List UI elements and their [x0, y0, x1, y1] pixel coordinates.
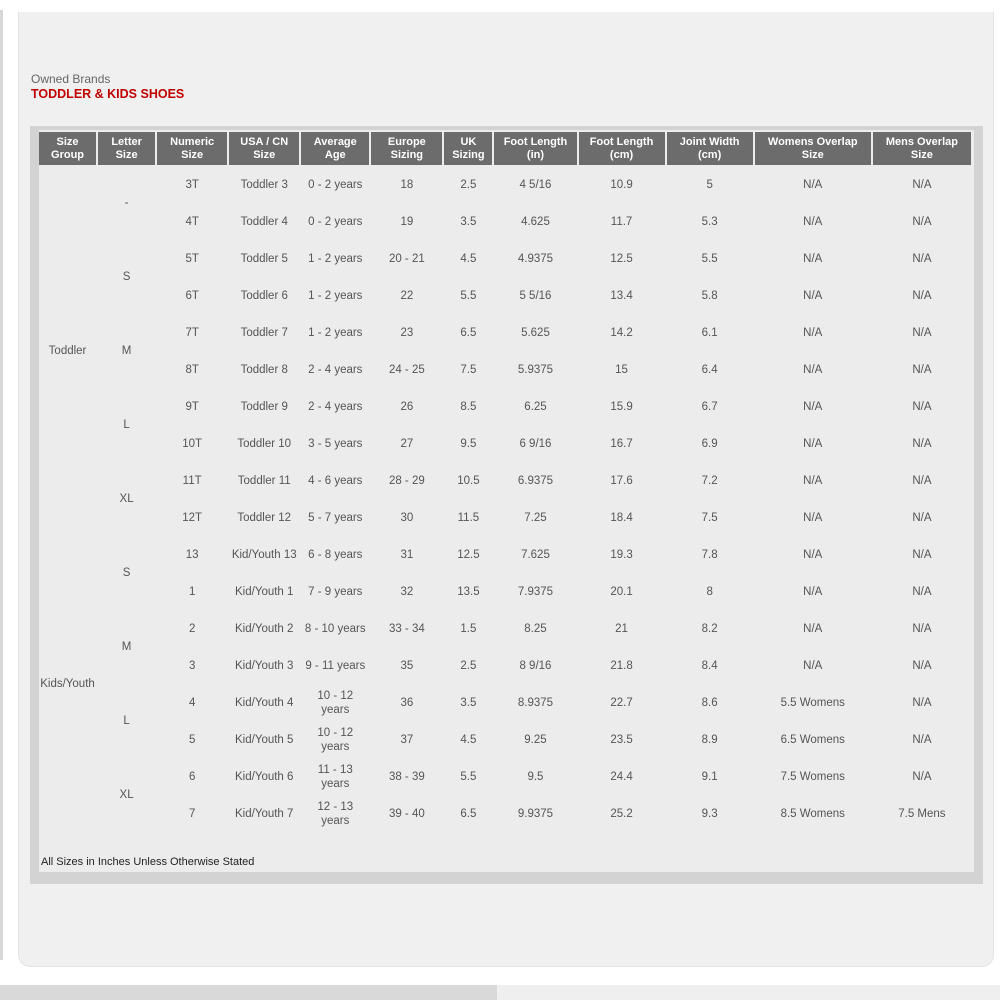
table-cell: 9T [157, 389, 227, 424]
table-cell: 7.8 [667, 537, 753, 572]
size-chart-container [39, 130, 974, 872]
table-row [39, 537, 971, 572]
table-cell: N/A [873, 241, 971, 276]
table-cell: 3 [157, 648, 227, 683]
table-cell: 13.4 [579, 278, 665, 313]
size-group-cell: Toddler [39, 167, 96, 535]
table-cell: 6.5 Womens [755, 722, 871, 757]
table-cell: Toddler 7 [229, 315, 299, 350]
table-row [39, 463, 971, 498]
table-cell: 15 [579, 352, 665, 387]
column-header: Foot Length (in) [494, 132, 576, 165]
table-cell: 7.5 Womens [755, 759, 871, 794]
table-cell: 6.9375 [494, 463, 576, 498]
table-cell: N/A [755, 500, 871, 535]
table-cell: 6.9 [667, 426, 753, 461]
table-cell: N/A [873, 574, 971, 609]
table-cell: 35 [371, 648, 442, 683]
table-cell: N/A [873, 426, 971, 461]
table-cell: 28 - 29 [371, 463, 442, 498]
table-cell: 32 [371, 574, 442, 609]
column-header: Womens Overlap Size [755, 132, 871, 165]
table-row [39, 241, 971, 276]
table-cell: 3 - 5 years [301, 426, 369, 461]
table-cell: 13 [157, 537, 227, 572]
table-cell: 5 5/16 [494, 278, 576, 313]
table-cell: N/A [873, 204, 971, 239]
table-cell: N/A [873, 167, 971, 202]
letter-size-cell: XL [98, 463, 155, 535]
table-cell: N/A [755, 426, 871, 461]
table-cell: 2.5 [444, 648, 492, 683]
table-cell: Kid/Youth 3 [229, 648, 299, 683]
letter-size-cell: - [98, 167, 155, 239]
table-cell: 25.2 [579, 796, 665, 831]
table-cell: 17.6 [579, 463, 665, 498]
table-cell: 4 - 6 years [301, 463, 369, 498]
table-cell: 1.5 [444, 611, 492, 646]
table-cell: 18.4 [579, 500, 665, 535]
letter-size-cell: S [98, 537, 155, 609]
column-header: Europe Sizing [371, 132, 442, 165]
table-cell: 10 - 12 years [301, 685, 369, 720]
table-cell: 8.6 [667, 685, 753, 720]
table-row [39, 685, 971, 720]
table-cell: Kid/Youth 2 [229, 611, 299, 646]
table-cell: N/A [755, 352, 871, 387]
table-cell: 22 [371, 278, 442, 313]
table-cell: Toddler 5 [229, 241, 299, 276]
table-cell: 8.4 [667, 648, 753, 683]
column-header: Foot Length (cm) [579, 132, 665, 165]
table-cell: Kid/Youth 7 [229, 796, 299, 831]
table-cell: Toddler 12 [229, 500, 299, 535]
table-cell: 6.5 [444, 315, 492, 350]
letter-size-cell: M [98, 611, 155, 683]
left-divider [0, 10, 3, 960]
column-header: USA / CN Size [229, 132, 299, 165]
table-cell: 7 [157, 796, 227, 831]
letter-size-cell: L [98, 685, 155, 757]
table-cell: 1 [157, 574, 227, 609]
bottom-bar-right [497, 985, 1000, 1000]
table-cell: 13.5 [444, 574, 492, 609]
table-cell: 3.5 [444, 204, 492, 239]
table-cell: 39 - 40 [371, 796, 442, 831]
letter-size-cell: L [98, 389, 155, 461]
table-cell: 11.7 [579, 204, 665, 239]
table-cell: 24.4 [579, 759, 665, 794]
table-cell: 8.2 [667, 611, 753, 646]
table-cell: 22.7 [579, 685, 665, 720]
table-cell: 8.9375 [494, 685, 576, 720]
table-cell: 36 [371, 685, 442, 720]
table-cell: 6.7 [667, 389, 753, 424]
table-cell: 10.9 [579, 167, 665, 202]
table-cell: 9.5 [444, 426, 492, 461]
table-cell: 6.25 [494, 389, 576, 424]
table-cell: 5.3 [667, 204, 753, 239]
size-chart-frame [30, 126, 983, 884]
table-cell: N/A [873, 463, 971, 498]
brand-label: Owned Brands [31, 72, 111, 86]
table-cell: 10 - 12 years [301, 722, 369, 757]
table-cell: N/A [873, 759, 971, 794]
table-cell: 8.5 Womens [755, 796, 871, 831]
table-cell: 6.5 [444, 796, 492, 831]
table-cell: 9.25 [494, 722, 576, 757]
table-cell: 12.5 [444, 537, 492, 572]
table-cell: 4.9375 [494, 241, 576, 276]
table-cell: 9.5 [494, 759, 576, 794]
table-cell: N/A [873, 722, 971, 757]
letter-size-cell: XL [98, 759, 155, 831]
table-cell: Kid/Youth 4 [229, 685, 299, 720]
table-cell: 4T [157, 204, 227, 239]
table-cell: 8T [157, 352, 227, 387]
table-row [39, 389, 971, 424]
table-cell: 6T [157, 278, 227, 313]
table-cell: N/A [873, 278, 971, 313]
table-cell: 6 - 8 years [301, 537, 369, 572]
table-cell: N/A [873, 352, 971, 387]
table-cell: 19 [371, 204, 442, 239]
table-row [39, 352, 971, 387]
table-cell: 3.5 [444, 685, 492, 720]
table-cell: Kid/Youth 13 [229, 537, 299, 572]
table-cell: N/A [755, 537, 871, 572]
column-header: Average Age [301, 132, 369, 165]
table-cell: 8 9/16 [494, 648, 576, 683]
table-cell: Kid/Youth 1 [229, 574, 299, 609]
table-cell: 12.5 [579, 241, 665, 276]
table-cell: 9.1 [667, 759, 753, 794]
table-cell: 5 - 7 years [301, 500, 369, 535]
table-cell: N/A [755, 574, 871, 609]
column-header: Letter Size [98, 132, 155, 165]
table-cell: 4.625 [494, 204, 576, 239]
table-cell: N/A [755, 241, 871, 276]
table-cell: 5.8 [667, 278, 753, 313]
table-cell: 7 - 9 years [301, 574, 369, 609]
table-cell: N/A [755, 167, 871, 202]
table-cell: 20.1 [579, 574, 665, 609]
table-cell: 10.5 [444, 463, 492, 498]
table-row [39, 796, 971, 831]
page-title: TODDLER & KIDS SHOES [31, 87, 185, 101]
content-panel [18, 12, 994, 967]
table-cell: 2 - 4 years [301, 352, 369, 387]
table-cell: 18 [371, 167, 442, 202]
table-cell: 20 - 21 [371, 241, 442, 276]
table-row [39, 574, 971, 609]
letter-size-cell: S [98, 241, 155, 313]
table-cell: 30 [371, 500, 442, 535]
table-cell: N/A [873, 648, 971, 683]
table-cell: 11T [157, 463, 227, 498]
table-cell: 26 [371, 389, 442, 424]
table-cell: Kid/Youth 5 [229, 722, 299, 757]
table-cell: 5T [157, 241, 227, 276]
table-cell: 31 [371, 537, 442, 572]
table-cell: Toddler 9 [229, 389, 299, 424]
table-cell: N/A [873, 537, 971, 572]
letter-size-cell: M [98, 315, 155, 387]
table-cell: 6.4 [667, 352, 753, 387]
table-cell: N/A [873, 685, 971, 720]
table-cell: 11 - 13 years [301, 759, 369, 794]
table-cell: 4 [157, 685, 227, 720]
column-header: Mens Overlap Size [873, 132, 971, 165]
table-cell: 8.9 [667, 722, 753, 757]
table-cell: 11.5 [444, 500, 492, 535]
table-cell: N/A [755, 315, 871, 350]
table-row [39, 722, 971, 757]
table-cell: 19.3 [579, 537, 665, 572]
size-group-cell: Kids/Youth [39, 537, 96, 831]
table-cell: 4.5 [444, 722, 492, 757]
table-cell: 14.2 [579, 315, 665, 350]
table-row [39, 278, 971, 313]
table-cell: 0 - 2 years [301, 167, 369, 202]
table-cell: N/A [873, 500, 971, 535]
table-cell: 37 [371, 722, 442, 757]
table-cell: 38 - 39 [371, 759, 442, 794]
column-header: Numeric Size [157, 132, 227, 165]
table-cell: 24 - 25 [371, 352, 442, 387]
table-cell: 8 - 10 years [301, 611, 369, 646]
table-cell: 7T [157, 315, 227, 350]
table-cell: 10T [157, 426, 227, 461]
table-cell: 5 [667, 167, 753, 202]
table-cell: 12T [157, 500, 227, 535]
table-cell: 9 - 11 years [301, 648, 369, 683]
table-row [39, 204, 971, 239]
table-row [39, 426, 971, 461]
table-cell: 6.1 [667, 315, 753, 350]
table-cell: Toddler 3 [229, 167, 299, 202]
table-cell: 21 [579, 611, 665, 646]
table-cell: N/A [873, 611, 971, 646]
table-cell: 5.5 [444, 759, 492, 794]
table-cell: 5.5 Womens [755, 685, 871, 720]
table-cell: 5.5 [667, 241, 753, 276]
table-cell: 8 [667, 574, 753, 609]
table-cell: 1 - 2 years [301, 241, 369, 276]
table-cell: 5.5 [444, 278, 492, 313]
table-cell: 4.5 [444, 241, 492, 276]
bottom-bar-left [0, 985, 497, 1000]
table-cell: Toddler 4 [229, 204, 299, 239]
table-cell: 7.2 [667, 463, 753, 498]
table-row [39, 167, 971, 202]
table-cell: 15.9 [579, 389, 665, 424]
table-cell: 8.5 [444, 389, 492, 424]
table-cell: 7.9375 [494, 574, 576, 609]
table-header-row [39, 132, 971, 165]
table-row [39, 759, 971, 794]
table-cell: 23.5 [579, 722, 665, 757]
table-cell: N/A [873, 389, 971, 424]
table-cell: N/A [755, 389, 871, 424]
table-cell: N/A [755, 278, 871, 313]
size-chart-table [37, 130, 973, 833]
footnote: All Sizes in Inches Unless Otherwise Stated [41, 856, 255, 868]
table-cell: 5.625 [494, 315, 576, 350]
table-row [39, 648, 971, 683]
table-cell: 3T [157, 167, 227, 202]
table-cell: 16.7 [579, 426, 665, 461]
table-cell: 7.5 [444, 352, 492, 387]
table-cell: Toddler 10 [229, 426, 299, 461]
table-cell: Kid/Youth 6 [229, 759, 299, 794]
table-cell: 2 - 4 years [301, 389, 369, 424]
table-cell: 1 - 2 years [301, 278, 369, 313]
table-cell: N/A [873, 315, 971, 350]
table-row [39, 315, 971, 350]
table-cell: 6 [157, 759, 227, 794]
table-cell: 1 - 2 years [301, 315, 369, 350]
table-cell: 9.9375 [494, 796, 576, 831]
table-cell: 21.8 [579, 648, 665, 683]
table-cell: Toddler 11 [229, 463, 299, 498]
table-cell: 7.5 [667, 500, 753, 535]
table-cell: 6 9/16 [494, 426, 576, 461]
table-cell: 2 [157, 611, 227, 646]
table-cell: 7.5 Mens [873, 796, 971, 831]
table-cell: N/A [755, 463, 871, 498]
table-cell: N/A [755, 648, 871, 683]
table-cell: 5.9375 [494, 352, 576, 387]
table-cell: N/A [755, 204, 871, 239]
table-cell: 2.5 [444, 167, 492, 202]
table-cell: 7.25 [494, 500, 576, 535]
column-header: Size Group [39, 132, 96, 165]
table-cell: 7.625 [494, 537, 576, 572]
table-cell: 27 [371, 426, 442, 461]
table-cell: 33 - 34 [371, 611, 442, 646]
table-cell: 5 [157, 722, 227, 757]
table-cell: Toddler 8 [229, 352, 299, 387]
table-cell: Toddler 6 [229, 278, 299, 313]
column-header: Joint Width (cm) [667, 132, 753, 165]
table-cell: 23 [371, 315, 442, 350]
table-cell: 12 - 13 years [301, 796, 369, 831]
table-cell: 0 - 2 years [301, 204, 369, 239]
column-header: UK Sizing [444, 132, 492, 165]
table-cell: 4 5/16 [494, 167, 576, 202]
table-cell: 8.25 [494, 611, 576, 646]
table-row [39, 500, 971, 535]
table-row [39, 611, 971, 646]
table-cell: 9.3 [667, 796, 753, 831]
table-cell: N/A [755, 611, 871, 646]
